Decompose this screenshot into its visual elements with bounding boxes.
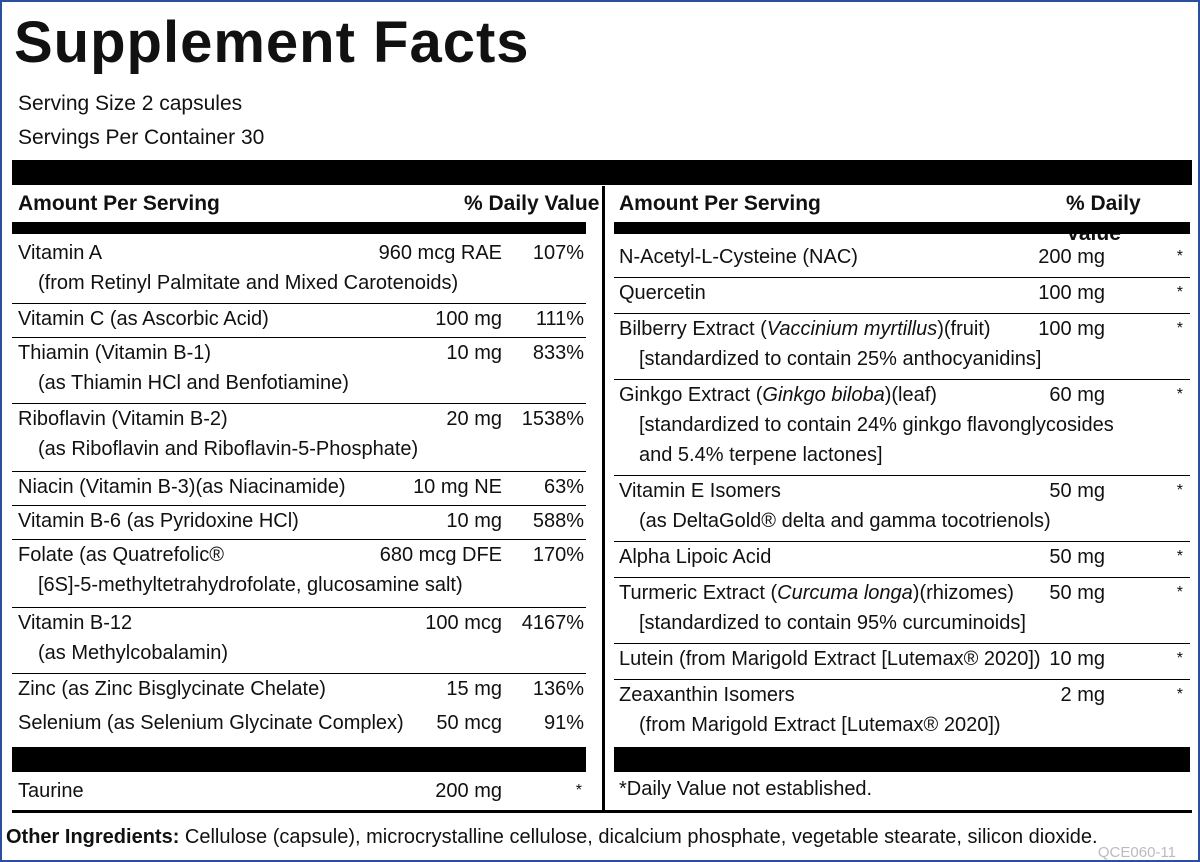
ingredient-amount: 50 mg bbox=[1049, 480, 1105, 502]
ingredient-amount: 50 mg bbox=[1049, 546, 1105, 568]
nutrient-amount: 200 mg bbox=[435, 780, 502, 802]
ingredient-name bbox=[619, 578, 1014, 608]
ingredient-amount: 100 mg bbox=[1038, 318, 1105, 340]
ingredient-name-part: )(rhizomes) bbox=[912, 582, 1014, 604]
bottom-rule bbox=[12, 810, 1192, 813]
nutrient-amount: 100 mcg bbox=[425, 612, 502, 634]
botanical-name: Curcuma longa bbox=[777, 582, 913, 604]
right-header-amount: Amount Per Serving bbox=[619, 192, 821, 215]
nutrient-name: Taurine bbox=[18, 780, 84, 802]
daily-value: * bbox=[1176, 284, 1183, 301]
ingredient-source: (from Marigold Extract [Lutemax® 2020]) bbox=[639, 714, 1001, 736]
ingredient-source: [standardized to contain 24% ginkgo flavonglycosides bbox=[639, 414, 1114, 436]
daily-value: * bbox=[1176, 386, 1183, 403]
left-header-amount: Amount Per Serving bbox=[18, 192, 220, 215]
daily-value: 1538% bbox=[521, 408, 584, 430]
nutrient-source: (from Retinyl Palmitate and Mixed Carotenoids) bbox=[38, 272, 459, 294]
ingredient-amount: 50 mg bbox=[1049, 582, 1105, 604]
daily-value: * bbox=[1176, 584, 1183, 601]
ingredient-name-part: Bilberry Extract ( bbox=[619, 318, 767, 340]
botanical-name: Ginkgo biloba bbox=[762, 384, 885, 406]
daily-value: * bbox=[1176, 548, 1183, 565]
ingredient-name: Vitamin E Isomers bbox=[619, 480, 781, 502]
daily-value: 833% bbox=[532, 342, 584, 364]
product-code: QCE060-11 bbox=[1097, 844, 1176, 861]
left-header-bar bbox=[12, 222, 586, 234]
nutrient-name: Riboflavin (Vitamin B-2) bbox=[18, 408, 228, 430]
nutrient-amount: 20 mg bbox=[446, 408, 502, 430]
nutrient-amount: 10 mg NE bbox=[413, 476, 502, 498]
ingredient-amount: 60 mg bbox=[1049, 384, 1105, 406]
right-header-dv: % Daily bbox=[1066, 192, 1141, 215]
nutrient-name: Vitamin B-12 bbox=[18, 612, 133, 634]
nutrient-amount: 10 mg bbox=[446, 342, 502, 364]
ingredient-name-part: )(leaf) bbox=[884, 384, 937, 406]
nutrient-amount: 680 mcg DFE bbox=[379, 544, 502, 566]
left-bottom-bar bbox=[12, 747, 586, 772]
nutrient-source: [6S]-5-methyltetrahydrofolate, glucosamine salt) bbox=[38, 574, 463, 596]
daily-value: * bbox=[1176, 320, 1183, 337]
ingredient-source: [standardized to contain 95% curcuminoids] bbox=[639, 612, 1026, 634]
ingredient-name-part: Ginkgo Extract ( bbox=[619, 384, 763, 406]
nutrient-name: Vitamin A bbox=[18, 242, 103, 264]
ingredient-name: Quercetin bbox=[619, 282, 706, 304]
ingredient-name: Zeaxanthin Isomers bbox=[619, 684, 795, 706]
nutrient-name: Folate (as Quatrefolic® bbox=[18, 544, 224, 566]
ingredient-source: and 5.4% terpene lactones] bbox=[639, 444, 883, 466]
other-ingredients-label: Other Ingredients: bbox=[6, 826, 180, 848]
ingredient-name-part: Turmeric Extract ( bbox=[619, 582, 778, 604]
nutrient-amount: 960 mcg RAE bbox=[378, 242, 502, 264]
right-bottom-bar bbox=[614, 747, 1190, 772]
daily-value: 4167% bbox=[521, 612, 584, 634]
ingredient-name: Alpha Lipoic Acid bbox=[619, 546, 772, 568]
daily-value: 136% bbox=[532, 678, 584, 700]
daily-value: * bbox=[1176, 248, 1183, 265]
nutrient-source: (as Thiamin HCl and Benfotiamine) bbox=[38, 372, 349, 394]
ingredient-amount: 2 mg bbox=[1060, 684, 1105, 706]
servings-per-container: Servings Per Container 30 bbox=[18, 126, 265, 149]
daily-value: 588% bbox=[532, 510, 584, 532]
other-ingredients bbox=[6, 822, 1098, 852]
daily-value: 91% bbox=[543, 712, 584, 734]
supplement-facts-panel: Supplement Facts Serving Size 2 capsules Servings Per Container 30 Amount Per Serving % Daily Value Amount Per Serving % Daily Vitamin A (from Retinyl Palmitate and Mixed Carotenoids) 960 mcg RAE 107% Vitamin C (as Ascorbic Acid) 100 mg 111% Thiamin (Vitamin B-1) (as Thiamin HCl and Benfotiamine) 10 mg 833% Riboflavin (Vitamin B-2) (as Riboflavin and Riboflavin-5-Phosphate) 20 mg 1538% Niacin (Vitamin B-3)(as Niacinamide) 10 mg NE 63% Vitamin B-6 (as Pyridoxine HCl) 10 mg 588% Folate (as Quatrefolic® [6S]-5-methyltetrahydrofolate, glucosamine salt) 680 mcg DFE 170% Vitamin B-12 (as Methylcobalamin) 100 mcg 4167% Zinc (as Zinc Bisglycinate Chelate) 15 mg 136% Selenium (as Selenium Glycinate Complex) 50 mcg 91% N-Acetyl-L-Cysteine (NAC) 200 mg * Quercetin 100 mg * Bilberry Extract (Vaccinium myrtillus)(fruit) [standardized to contain 25% anthocyanidins] 100 mg * Ginkgo Extract (Ginkgo biloba)(leaf) [standardized to contain 24% ginkgo flavonglycosides and 5.4% terpene lactones] 60 mg * Vitamin E Isomers (as DeltaGold® delta and gamma tocotrienols) 50 mg * Alpha Lipoic Acid 50 mg * Turmeric Extract (Curcuma longa)(rhizomes) [standardized to contain 95% curcuminoids] 50 mg * Lutein (from Marigold Extract [Lutemax® 2020]) 10 mg * Zeaxanthin Isomers (from Marigold Extract [Lutemax® 2020]) 2 mg * Taurine 200 mg * *Daily Value not established. Other Ingredients: Cellulose (capsule), microcrystalline cellulose, dicalcium phosphate, vegetable stearate, silicon dioxide. QCE060-11 bbox=[0, 0, 1200, 862]
daily-value: 63% bbox=[543, 476, 584, 498]
nutrient-source: (as Riboflavin and Riboflavin-5-Phosphate) bbox=[38, 438, 419, 460]
left-header-dv: % Daily Value bbox=[464, 192, 600, 215]
nutrient-amount: 100 mg bbox=[435, 308, 502, 330]
ingredient-name: N-Acetyl-L-Cysteine (NAC) bbox=[619, 246, 858, 268]
nutrient-name: Niacin (Vitamin B-3)(as Niacinamide) bbox=[18, 476, 346, 498]
nutrient-amount: 50 mcg bbox=[436, 712, 502, 734]
daily-value: * bbox=[575, 782, 582, 799]
nutrient-name: Vitamin C (as Ascorbic Acid) bbox=[18, 308, 269, 330]
ingredient-amount: 10 mg bbox=[1049, 648, 1105, 670]
nutrient-name: Zinc (as Zinc Bisglycinate Chelate) bbox=[18, 678, 326, 700]
ingredient-source: [standardized to contain 25% anthocyanidins] bbox=[639, 348, 1042, 370]
daily-value: * bbox=[1176, 686, 1183, 703]
daily-value: 170% bbox=[532, 544, 584, 566]
column-divider bbox=[602, 186, 605, 810]
ingredient-name bbox=[619, 314, 991, 344]
top-thick-bar bbox=[12, 160, 1192, 185]
daily-value: 111% bbox=[535, 308, 584, 330]
nutrient-name: Vitamin B-6 (as Pyridoxine HCl) bbox=[18, 510, 299, 532]
daily-value: * bbox=[1176, 650, 1183, 667]
serving-size: Serving Size 2 capsules bbox=[18, 92, 243, 115]
daily-value: * bbox=[1176, 482, 1183, 499]
ingredient-amount: 200 mg bbox=[1038, 246, 1105, 268]
nutrient-amount: 10 mg bbox=[446, 510, 502, 532]
ingredient-name bbox=[619, 380, 937, 410]
botanical-name: Vaccinium myrtillus bbox=[766, 318, 938, 340]
right-header-bar bbox=[614, 222, 1190, 234]
ingredient-amount: 100 mg bbox=[1038, 282, 1105, 304]
nutrient-source: (as Methylcobalamin) bbox=[38, 642, 229, 664]
nutrient-amount: 15 mg bbox=[446, 678, 502, 700]
ingredient-source: (as DeltaGold® delta and gamma tocotrienols) bbox=[639, 510, 1051, 532]
daily-value: 107% bbox=[532, 242, 584, 264]
ingredient-name: Lutein (from Marigold Extract [Lutemax® 2020]) bbox=[619, 648, 1041, 670]
other-ingredients-text: Cellulose (capsule), microcrystalline cellulose, dicalcium phosphate, vegetable stearate, silicon dioxide. bbox=[179, 826, 1098, 848]
ingredient-name-part: )(fruit) bbox=[937, 318, 991, 340]
nutrient-name: Selenium (as Selenium Glycinate Complex) bbox=[18, 712, 404, 734]
panel-title: Supplement Facts bbox=[14, 10, 530, 75]
nutrient-name: Thiamin (Vitamin B-1) bbox=[18, 342, 212, 364]
